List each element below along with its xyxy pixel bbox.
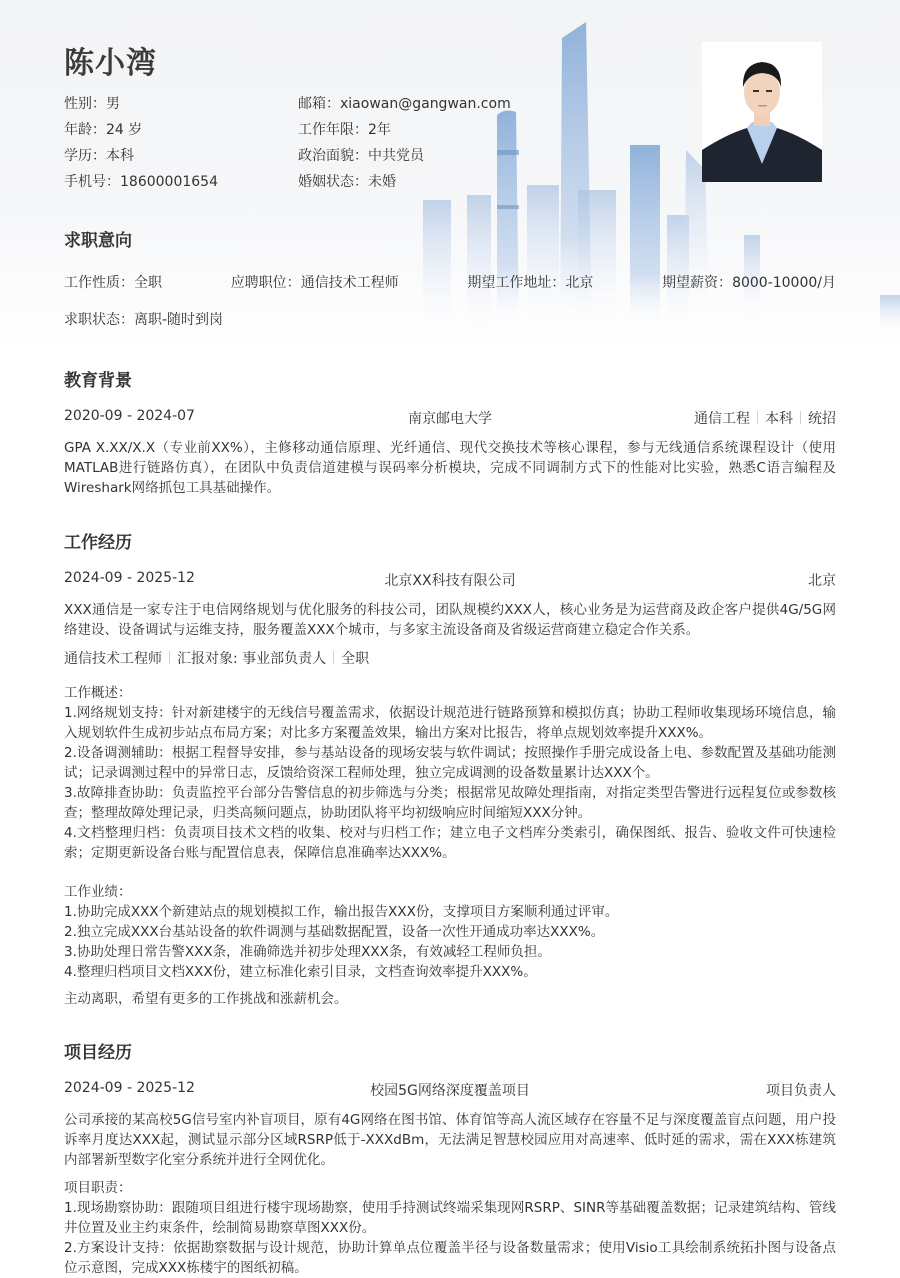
info-label: 邮箱： bbox=[298, 96, 340, 112]
achievement-item: 2.独立完成XXX台基站设备的软件调测与基础数据配置，设备一次性开通成功率达XXX%。 bbox=[64, 924, 605, 940]
overview-item: 2.设备调测辅助：根据工程督导安排，参与基站设备的现场安装与软件调试；按照操作手册完成设备上电、参数配置及基础功能测试；记录调测过程中的异常日志，反馈给资深工程师处理，独立完成调测的设备数量累计达XXX个。 bbox=[64, 745, 836, 781]
project-period: 2024-09 - 2025-12 bbox=[64, 1080, 195, 1096]
tag-employment-type: 全职 bbox=[341, 651, 370, 667]
separator bbox=[800, 411, 801, 424]
intent-position bbox=[231, 272, 399, 292]
work-leave-reason: 主动离职，希望有更多的工作挑战和涨薪机会。 bbox=[64, 991, 348, 1007]
info-value: 24 岁 bbox=[106, 122, 143, 138]
info-value: 未婚 bbox=[368, 174, 396, 190]
education-tags bbox=[694, 408, 836, 428]
education-school: 南京邮电大学 bbox=[408, 411, 492, 427]
work-meta-row bbox=[64, 570, 836, 590]
overview-item: 3.故障排查协助：负责监控平台部分告警信息的初步筛选与分类；根据常见故障处理指南，对指定类型告警进行远程复位或参数核查；整理故障处理记录，归类高频问题点，协助团队将平均初级响应时间缩短XXX分钟。 bbox=[64, 785, 836, 821]
info-label: 性别： bbox=[64, 96, 106, 112]
info-label: 工作年限： bbox=[298, 122, 368, 138]
intent-value: 北京 bbox=[565, 275, 594, 291]
intent-label: 期望工作地址： bbox=[467, 275, 566, 291]
overview-title: 工作概述： bbox=[64, 685, 132, 701]
project-description: 公司承接的某高校5G信号室内补盲项目，原有4G网络在图书馆、体育馆等高人流区域存在容量不足与深度覆盖盲点问题，用户投诉率月度达XXX起，测试显示部分区域RSRP低于-XXXdBm，无法满足智慧校园应用对高速率、低时延的需求，需在XXX栋建筑内部署新型数字化室分系统并进行全网优化。 bbox=[64, 1112, 836, 1168]
separator bbox=[333, 651, 334, 664]
intent-label: 应聘职位： bbox=[230, 275, 301, 291]
info-label: 学历： bbox=[64, 148, 106, 164]
separator bbox=[169, 651, 170, 664]
info-value: 2年 bbox=[368, 122, 391, 138]
info-political-status bbox=[298, 146, 584, 166]
achievements-title: 工作业绩： bbox=[64, 884, 132, 900]
work-tags bbox=[64, 648, 369, 668]
info-email bbox=[298, 94, 584, 114]
tag-major: 通信工程 bbox=[694, 411, 750, 427]
intent-value: 通信技术工程师 bbox=[300, 275, 399, 291]
info-phone bbox=[64, 172, 298, 192]
work-overview bbox=[64, 683, 836, 863]
achievement-item: 4.整理归档项目文档XXX份，建立标准化索引目录，文档查询效率提升XXX%。 bbox=[64, 964, 537, 980]
intent-location bbox=[467, 272, 593, 292]
intent-label: 期望薪资： bbox=[662, 275, 733, 291]
education-meta-row bbox=[64, 408, 836, 428]
info-age bbox=[64, 120, 298, 140]
info-gender bbox=[64, 94, 298, 114]
info-value: 18600001654 bbox=[120, 174, 218, 190]
tag-degree: 本科 bbox=[765, 411, 793, 427]
job-status-row bbox=[64, 309, 836, 329]
duty-item: 2.方案设计支持：依据勘察数据与设计规范，协助计算单点位覆盖半径与设备数量需求；使用Visio工具绘制系统拓扑图与设备点位示意图，完成XXX栋楼宇的图纸初稿。 bbox=[64, 1240, 836, 1276]
intent-salary bbox=[662, 272, 836, 292]
work-company-description: XXX通信是一家专注于电信网络规划与优化服务的科技公司，团队规模约XXX人，核心业务是为运营商及政企客户提供4G/5G网络建设、设备调试与运维支持，服务覆盖XXX个城市，与多家主流设备商及省级运营商建立稳定合作关系。 bbox=[64, 602, 836, 638]
tag-report-to: 汇报对象: 事业部负责人 bbox=[177, 651, 327, 667]
work-company: 北京XX科技有限公司 bbox=[384, 573, 516, 589]
project-meta-row bbox=[64, 1080, 836, 1100]
portrait-icon bbox=[702, 42, 822, 182]
tag-enrollment: 统招 bbox=[808, 411, 836, 427]
intent-label: 工作性质： bbox=[64, 275, 134, 291]
project-name: 校园5G网络深度覆盖项目 bbox=[370, 1083, 530, 1099]
section-title-work: 工作经历 bbox=[64, 533, 132, 553]
separator bbox=[757, 411, 758, 424]
education-period: 2020-09 - 2024-07 bbox=[64, 408, 195, 424]
intent-status bbox=[64, 309, 223, 329]
info-marital-status bbox=[298, 172, 584, 192]
intent-value: 8000-10000/月 bbox=[732, 275, 836, 291]
work-period: 2024-09 - 2025-12 bbox=[64, 570, 195, 586]
section-title-education: 教育背景 bbox=[64, 371, 132, 391]
info-education bbox=[64, 146, 298, 166]
education-description: GPA X.XX/X.X（专业前XX%），主修移动通信原理、光纤通信、现代交换技术等核心课程，参与无线通信系统课程设计（使用MATLAB进行链路仿真），在团队中负责信道建模与误码率分析模块，完成不同调制方式下的性能对比实验，熟悉C语言编程及Wireshark网络抓包工具基础操作。 bbox=[64, 440, 836, 496]
info-value: 男 bbox=[106, 96, 120, 112]
basic-info-grid bbox=[64, 94, 584, 192]
info-label: 政治面貌： bbox=[298, 148, 368, 164]
intent-label: 求职状态： bbox=[64, 312, 134, 328]
overview-item: 4.文档整理归档：负责项目技术文档的收集、校对与归档工作；建立电子文档库分类索引，确保图纸、报告、验收文件可快速检索；定期更新设备台账与配置信息表，保障信息准确率达XXX%。 bbox=[64, 825, 836, 861]
achievement-item: 3.协助处理日常告警XXX条，准确筛选并初步处理XXX条，有效减轻工程师负担。 bbox=[64, 944, 551, 960]
duty-item: 1.现场勘察协助：跟随项目组进行楼宇现场勘察，使用手持测试终端采集现网RSRP、SINR等基础覆盖数据；记录建筑结构、管线井位置及业主约束条件，绘制简易勘察草图XXX份。 bbox=[64, 1200, 836, 1236]
duties-title: 项目职责： bbox=[64, 1180, 132, 1196]
project-duties bbox=[64, 1178, 836, 1278]
overview-item: 1.网络规划支持：针对新建楼宇的无线信号覆盖需求，依据设计规范进行链路预算和模拟仿真；协助工程师收集现场环境信息，输入规划软件生成初步站点布局方案；对比多方案覆盖效果，输出方案对比报告，将单点规划效率提升XXX%。 bbox=[64, 705, 836, 741]
tag-title: 通信技术工程师 bbox=[64, 651, 162, 667]
job-intent-row bbox=[64, 272, 836, 292]
info-value: xiaowan@gangwan.com bbox=[340, 96, 511, 112]
section-title-job-intent: 求职意向 bbox=[64, 231, 132, 251]
info-label: 年龄： bbox=[64, 122, 106, 138]
intent-value: 离职-随时到岗 bbox=[134, 312, 224, 328]
achievement-item: 1.协助完成XXX个新建站点的规划模拟工作，输出报告XXX份，支撑项目方案顺利通过评审。 bbox=[64, 904, 619, 920]
portrait-photo bbox=[702, 42, 822, 182]
work-achievements bbox=[64, 882, 836, 982]
candidate-name: 陈小湾 bbox=[64, 46, 157, 81]
info-value: 中共党员 bbox=[368, 148, 424, 164]
info-work-years bbox=[298, 120, 584, 140]
info-label: 婚姻状态： bbox=[298, 174, 368, 190]
intent-job-type bbox=[64, 272, 162, 292]
section-title-project: 项目经历 bbox=[64, 1043, 132, 1063]
work-tags-row bbox=[64, 648, 836, 668]
work-location: 北京 bbox=[808, 573, 836, 589]
info-value: 本科 bbox=[106, 148, 134, 164]
intent-value: 全职 bbox=[134, 275, 162, 291]
project-role: 项目负责人 bbox=[766, 1083, 836, 1099]
info-label: 手机号： bbox=[64, 174, 120, 190]
